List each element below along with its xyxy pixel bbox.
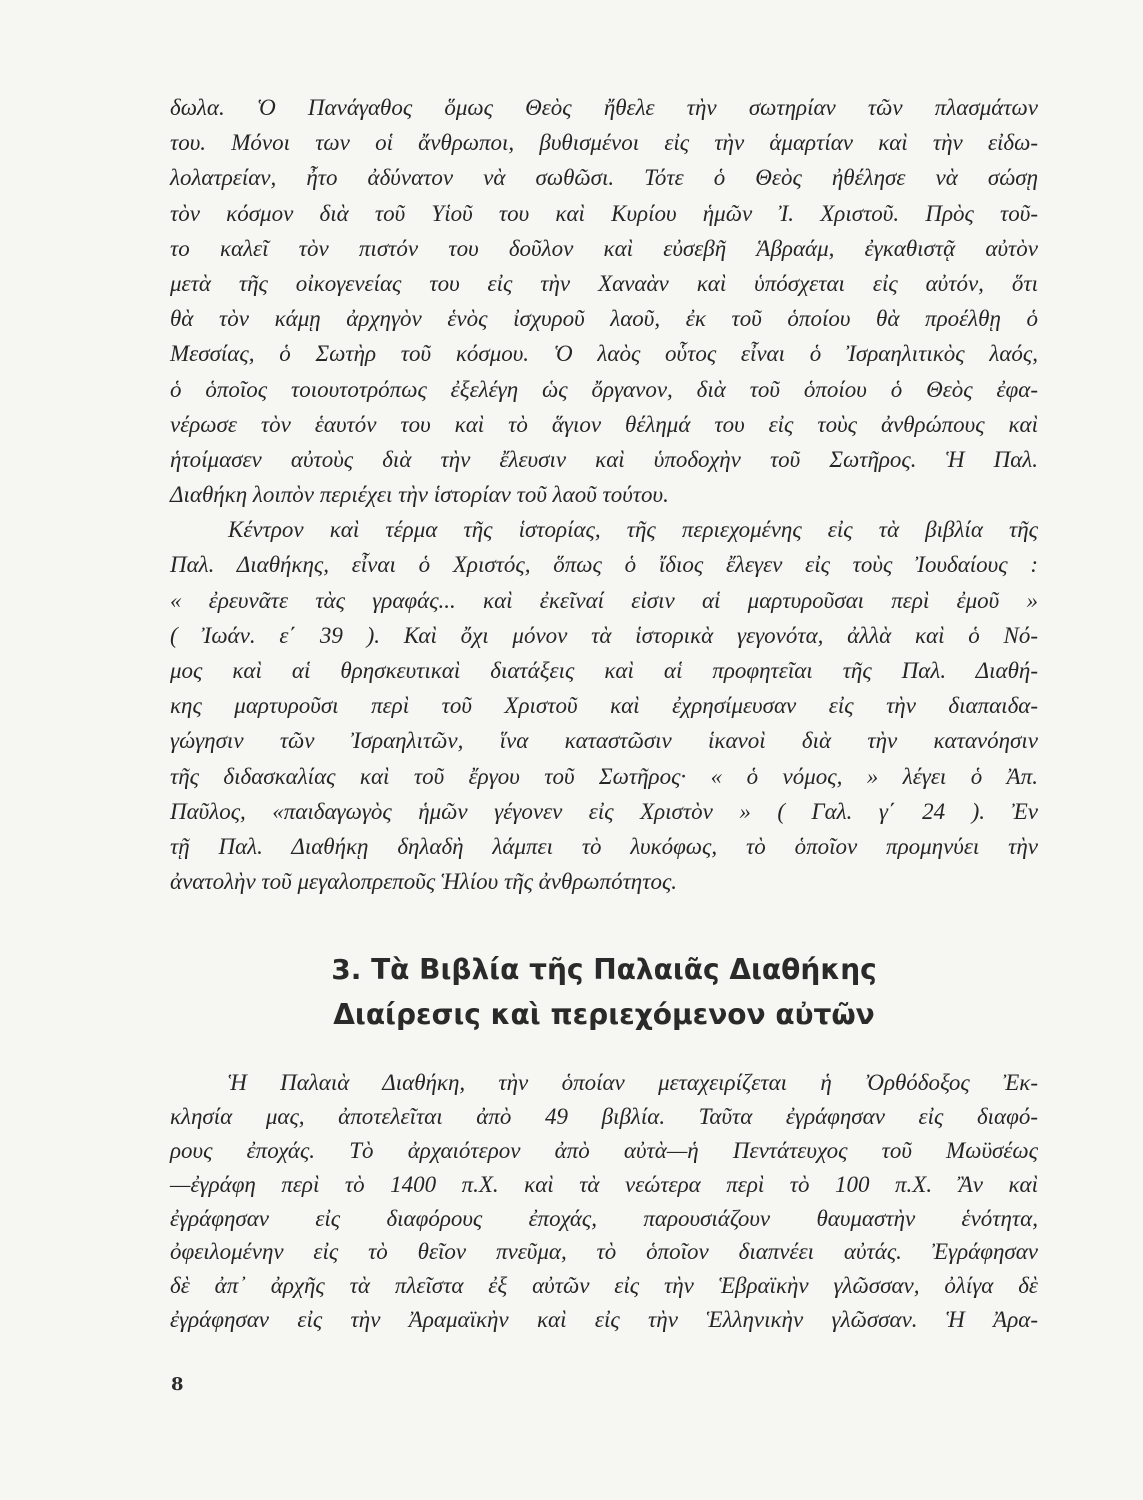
text-line: λολατρείαν, ἦτο ἀδύνατον νὰ σωθῶσι. Τότε ὁ Θεὸς ἠθέλησε νὰ σώσῃ [170,165,1038,191]
paragraph [170,1066,1038,1337]
text-line: γώγησιν τῶν Ἰσραηλιτῶν, ἵνα καταστῶσιν ἱκανοὶ διὰ τὴν κατανόησιν [170,728,1038,754]
text-line: τῇ Παλ. Διαθήκῃ δηλαδὴ λάμπει τὸ λυκόφως, τὸ ὁποῖον προμηνύει τὴν [170,833,1038,859]
paragraph [170,90,1038,512]
text-line: κλησία μας, ἀποτελεῖται ἀπὸ 49 βιβλία. Ταῦτα ἐγράφησαν εἰς διαφό- [170,1103,1038,1129]
page-number: 8 [171,1374,184,1395]
section-heading [170,947,1038,1037]
text-line: ἀνατολὴν τοῦ μεγαλοπρεποῦς Ἡλίου τῆς ἀνθρωπότητος. [170,869,678,895]
text-line: δωλα. Ὁ Πανάγαθος ὅμως Θεὸς ἤθελε τὴν σωτηρίαν τῶν πλασμάτων [170,95,1038,120]
text-line: ἐγράφησαν εἰς διαφόρους ἐποχάς, παρουσιάζουν θαυμαστὴν ἑνότητα, [170,1205,1038,1231]
paragraph [170,512,1038,899]
text-line: δὲ ἀπ᾽ ἀρχῆς τὰ πλεῖστα ἐξ αὐτῶν εἰς τὴν Ἑβραϊκὴν γλῶσσαν, ὀλίγα δὲ [170,1273,1038,1299]
text-line: τῆς διδασκαλίας καὶ τοῦ ἔργου τοῦ Σωτῆρος· « ὁ νόμος, » λέγει ὁ Ἀπ. [170,763,1038,789]
text-line: Παλ. Διαθήκης, εἶναι ὁ Χριστός, ὅπως ὁ ἴδιος ἔλεγεν εἰς τοὺς Ἰουδαίους : [170,552,1038,578]
text-line: « ἐρευνᾶτε τὰς γραφάς... καὶ ἐκεῖναί εἰσιν αἱ μαρτυροῦσαι περὶ ἐμοῦ » [170,587,1038,613]
text-line: το καλεῖ τὸν πιστόν του δοῦλον καὶ εὐσεβῆ Ἁβραάμ, ἐγκαθιστᾷ αὐτὸν [170,235,1038,261]
text-line: ἡτοίμασεν αὐτοὺς διὰ τὴν ἔλευσιν καὶ ὑποδοχὴν τοῦ Σωτῆρος. Ἡ Παλ. [170,446,1038,472]
text-line: ὀφειλομένην εἰς τὸ θεῖον πνεῦμα, τὸ ὁποῖον διαπνέει αὐτάς. Ἐγράφησαν [170,1239,1038,1265]
text-line: Παῦλος, «παιδαγωγὸς ἡμῶν γέγονεν εἰς Χριστὸν » ( Γαλ. γ΄ 24 ). Ἐν [170,798,1038,824]
text-line: τὸν κόσμον διὰ τοῦ Υἱοῦ του καὶ Κυρίου ἡμῶν Ἰ. Χριστοῦ. Πρὸς τοῦ- [170,200,1038,226]
text-line: μετὰ τῆς οἰκογενείας του εἰς τὴν Χαναὰν καὶ ὑπόσχεται εἰς αὐτόν, ὅτι [170,270,1038,296]
text-line: Κέντρον καὶ τέρμα τῆς ἱστορίας, τῆς περιεχομένης εἰς τὰ βιβλία τῆς [228,517,1038,543]
text-line: Ἡ Παλαιὰ Διαθήκη, τὴν ὁποίαν μεταχειρίζεται ἡ Ὀρθόδοξος Ἐκ- [228,1070,1038,1095]
text-line: ρους ἐποχάς. Τὸ ἀρχαιότερον ἀπὸ αὐτὰ—ἡ Πεντάτευχος τοῦ Μωϋσέως [170,1137,1038,1163]
text-line: του. Μόνοι των οἱ ἄνθρωποι, βυθισμένοι εἰς τὴν ἁμαρτίαν καὶ τὴν εἰδω- [170,130,1038,156]
section-text [170,1066,1038,1337]
text-line: κης μαρτυροῦσι περὶ τοῦ Χριστοῦ καὶ ἐχρησίμευσαν εἰς τὴν διαπαιδα- [170,693,1038,719]
text-line: —ἐγράφη περὶ τὸ 1400 π.Χ. καὶ τὰ νεώτερα περὶ τὸ 100 π.Χ. Ἂν καὶ [170,1171,1038,1197]
section-subtitle: Διαίρεσις καὶ περιεχόμενον αὐτῶν [333,998,875,1031]
text-line: Διαθήκη λοιπὸν περιέχει τὴν ἱστορίαν τοῦ λαοῦ τούτου. [170,482,669,508]
text-line: ὁ ὁποῖος τοιουτοτρόπως ἐξελέγη ὡς ὄργανον, διὰ τοῦ ὁποίου ὁ Θεὸς ἐφα- [170,376,1038,402]
text-line: νέρωσε τὸν ἑαυτόν του καὶ τὸ ἅγιον θέλημά του εἰς τοὺς ἀνθρώπους καὶ [170,411,1038,437]
text-line: μος καὶ αἱ θρησκευτικαὶ διατάξεις καὶ αἱ προφητεῖαι τῆς Παλ. Διαθή- [170,658,1038,683]
main-text [170,90,1038,899]
text-line: ( Ἰωάν. ε΄ 39 ). Καὶ ὄχι μόνον τὰ ἱστορικὰ γεγονότα, ἀλλὰ καὶ ὁ Νό- [170,622,1038,648]
text-line: ἐγράφησαν εἰς τὴν Ἀραμαϊκὴν καὶ εἰς τὴν Ἑλληνικὴν γλῶσσαν. Ἡ Ἀρα- [170,1307,1038,1333]
text-line: θὰ τὸν κάμῃ ἀρχηγὸν ἑνὸς ἰσχυροῦ λαοῦ, ἐκ τοῦ ὁποίου θὰ προέλθῃ ὁ [170,306,1038,332]
text-line: Μεσσίας, ὁ Σωτὴρ τοῦ κόσμου. Ὁ λαὸς οὗτος εἶναι ὁ Ἰσραηλιτικὸς λαός, [170,341,1038,367]
section-title: 3. Τὰ Βιβλία τῆς Παλαιᾶς Διαθήκης [331,953,877,986]
